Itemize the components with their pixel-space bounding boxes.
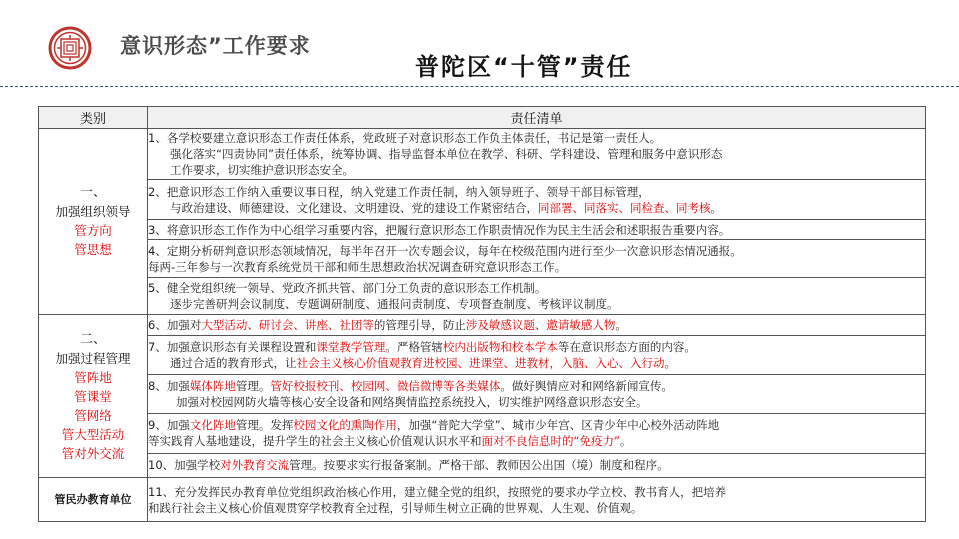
category-cell-1 xyxy=(39,128,148,314)
page-title: 普陀区“十管”责任 xyxy=(415,53,633,81)
category-tag: 管方向 xyxy=(74,223,112,239)
category-cell-3 xyxy=(39,478,148,522)
list-item: 1、各学校要建立意识形态工作责任体系，党政班子对意识形态工作负主体责任，书记是第一责任人。 强化落实“四责协同”责任体系，统筹协调、指导监督本单位在教学、科研、学科建设、管理和服务中意识形态 工作要求，切实维护意识形态安全。 xyxy=(148,128,926,180)
list-item: 10、加强学校对外教育交流管理。按要求实行报备案制。严格干部、教师因公出国（境）制度和程序。 xyxy=(148,453,926,478)
category-tag: 管思想 xyxy=(74,242,112,258)
table-row xyxy=(39,180,926,219)
table-row xyxy=(39,374,926,413)
slide-title: 意识形态”工作要求 xyxy=(120,34,311,58)
category-tag: 管课堂 xyxy=(74,388,112,404)
list-item: 3、将意识形态工作作为中心组学习重要内容，把履行意识形态工作职责情况作为民主生活会和述职报告重要内容。 xyxy=(148,219,926,240)
list-item: 6、加强对大型活动、研讨会、讲座、社团等的管理引导，防止涉及敏感议题、邀请敏感人物。 xyxy=(148,314,926,335)
list-item: 8、加强媒体阵地管理。管好校报校刊、校园网、微信微博等各类媒体。做好舆情应对和网络新闻宣传。 加强对校园网防火墙等核心安全设备和网络舆情监控系统投入，切实维护网络意识形态安全。 xyxy=(148,374,926,413)
list-item: 4、定期分析研判意识形态领域情况，每半年召开一次专题会议，每年在校级范围内进行至少一次意识形态情况通报。 每两-三年参与一次教育系统党员干部和师生思想政治状况调查研究意识形态工作。 xyxy=(148,240,926,277)
list-item: 11、充分发挥民办教育单位党组织政治核心作用，建立健全党的组织，按照党的要求办学立校、教书育人，把培养 和践行社会主义核心价值观贯穿学校教育全过程，引导师生树立正确的世界观、人生观、价值观。 xyxy=(148,478,926,522)
table-row xyxy=(39,414,926,453)
list-item: 5、健全党组织统一领导、党政齐抓共管、部门分工负责的意识形态工作机制。 逐步完善研判会议制度、专题调研制度、通报问责制度、专项督查制度、考核评议制度。 xyxy=(148,277,926,314)
category-title: 加强组织领导 xyxy=(55,204,131,220)
responsibility-table xyxy=(38,106,926,522)
category-tag: 管阵地 xyxy=(74,369,112,385)
category-title: 加强过程管理 xyxy=(55,350,131,366)
header-divider xyxy=(0,86,959,87)
table-row xyxy=(39,128,926,180)
table-row xyxy=(39,240,926,277)
table-row xyxy=(39,219,926,240)
table-row xyxy=(39,478,926,522)
category-title: 管民办教育单位 xyxy=(54,493,132,507)
seal-logo-icon xyxy=(48,26,92,70)
table-row xyxy=(39,314,926,335)
category-tag: 管对外交流 xyxy=(61,445,125,461)
column-header-category: 类别 xyxy=(39,107,148,129)
table-row xyxy=(39,277,926,314)
category-tag: 管网络 xyxy=(74,407,112,423)
column-header-list: 责任清单 xyxy=(148,107,926,129)
list-item: 7、加强意识形态有关课程设置和课堂教学管理。严格管辖校内出版物和校本学本等在意识形态方面的内容。 通过合适的教育形式，让社会主义核心价值观教育进校园、进课堂、进教材，入脑、入心、入行动。 xyxy=(148,335,926,374)
list-item: 2、把意识形态工作纳入重要议事日程，纳入党建工作责任制，纳入领导班子、领导干部目标管理， 与政治建设、师德建设、文化建设、文明建设、党的建设工作紧密结合，同部署、同落实、同检查、同考核。 xyxy=(148,180,926,219)
list-item: 9、加强文化阵地管理。发挥校园文化的熏陶作用，加强“普陀大学堂”、城市少年宫、区青少年中心校外活动阵地 等实践育人基地建设，提升学生的社会主义核心价值观认识水平和面对不良信息时的“免疫力”。 xyxy=(148,414,926,453)
category-number: 一、 xyxy=(79,185,106,201)
category-cell-2 xyxy=(39,314,148,477)
category-tag: 管大型活动 xyxy=(61,426,125,442)
table-row xyxy=(39,335,926,374)
category-number: 二、 xyxy=(79,331,106,347)
table-row xyxy=(39,453,926,478)
table-header-row xyxy=(39,107,926,129)
